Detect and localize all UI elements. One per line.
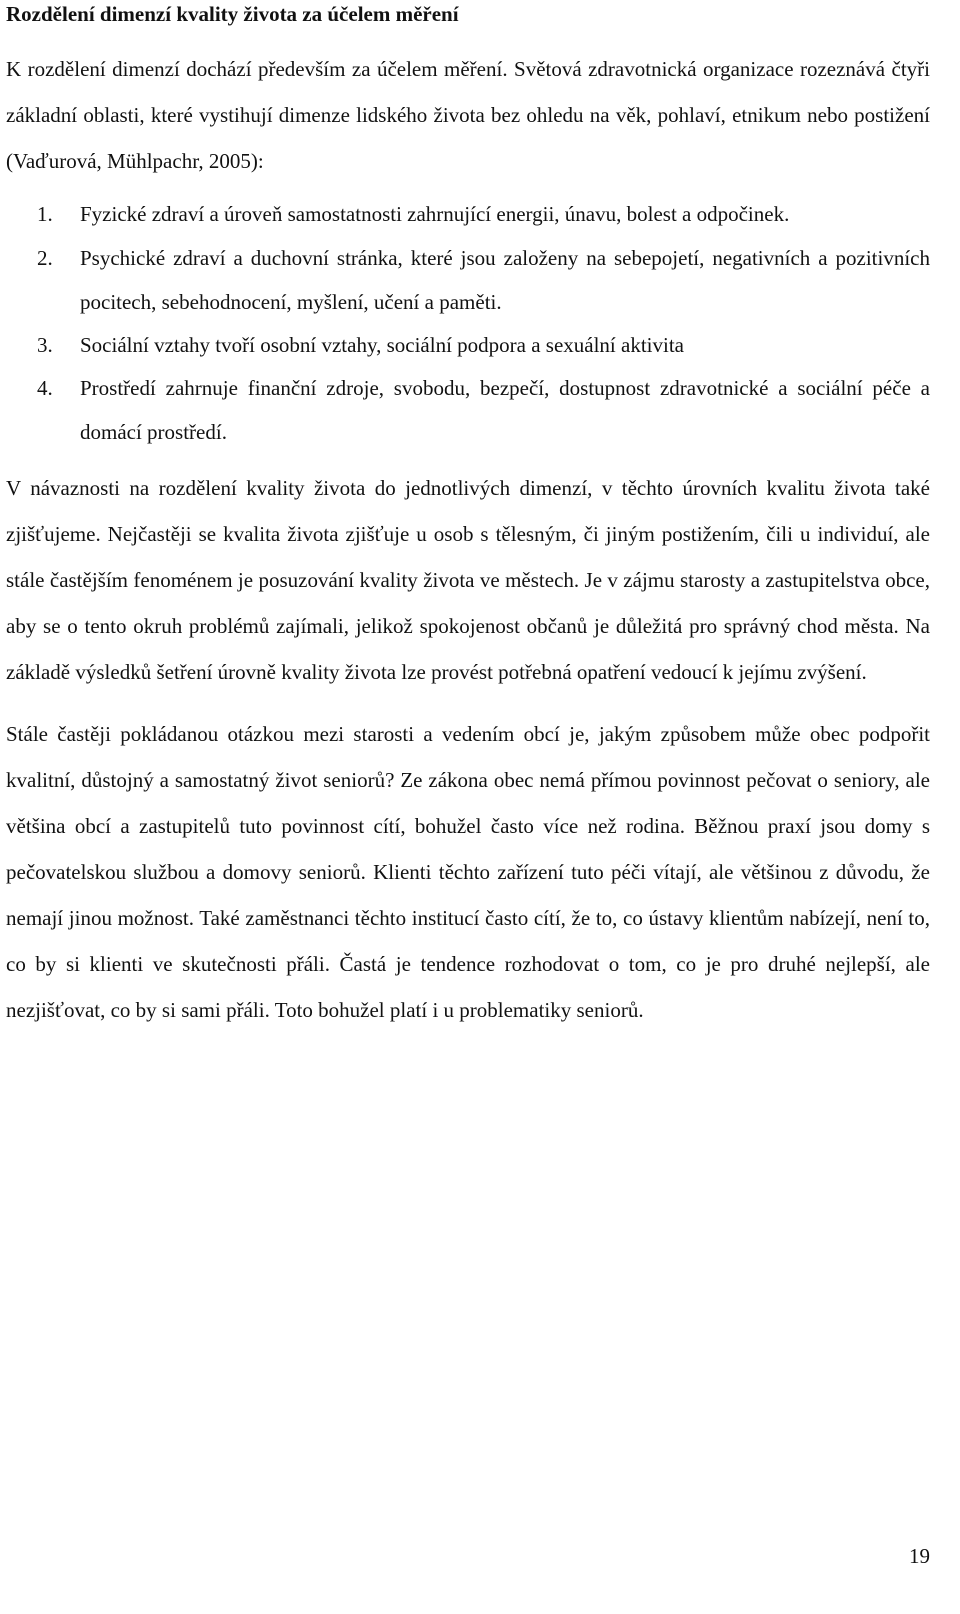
list-item [6, 236, 930, 324]
list-item-text: Sociální vztahy tvoří osobní vztahy, sociální podpora a sexuální aktivita [80, 333, 684, 357]
body-paragraph: Stále častěji pokládanou otázkou mezi starosti a vedením obcí je, jakým způsobem může obec podpořit kvalitní, důstojný a samostatný život seniorů? Ze zákona obec nemá přímou povinnost pečovat o seniory, ale většina obcí a zastupitelů tuto povinnost cítí, bohužel často více než rodina. Běžnou praxí jsou domy s pečovatelskou službou a domovy seniorů. Klienti těchto zařízení tuto péči vítají, ale většinou z důvodu, že nemají jinou možnost. Také zaměstnanci těchto institucí často cítí, že to, co ústavy klientům nabízejí, není to, co by si klienti ve skutečnosti přáli. Častá je tendence rozhodovat o tom, co je pro druhé nejlepší, ale nezjišťovat, co by si sami přáli. Toto bohužel platí i u problematiky seniorů. [6, 722, 930, 1022]
list-item [6, 366, 930, 454]
list-item-number: 2. [37, 246, 53, 270]
list-item-text: Psychické zdraví a duchovní stránka, které jsou založeny na sebepojetí, negativních a pozitivních pocitech, sebehodnocení, myšlení, učení a paměti. [80, 246, 930, 314]
list-item [6, 324, 930, 366]
body-paragraph: V návaznosti na rozdělení kvality života do jednotlivých dimenzí, v těchto úrovních kvalitu života také zjišťujeme. Nejčastěji se kvalita života zjišťuje u osob s tělesným, či jiným postižením, čili u individuí, ale stále častějším fenoménem je posuzování kvality života ve městech. Je v zájmu starosty a zastupitelstva obce, aby se o tento okruh problémů zajímali, jelikož spokojenost občanů je důležitá pro správný chod města. Na základě výsledků šetření úrovně kvality života lze provést potřebná opatření vedoucí k jejímu zvýšení. [6, 476, 930, 684]
list-item-number: 4. [37, 376, 53, 400]
page-number: 19 [909, 1544, 930, 1568]
list-item [6, 192, 930, 236]
section-heading: Rozdělení dimenzí kvality života za účelem měření [6, 2, 459, 26]
dimensions-list [6, 192, 930, 454]
list-item-text: Prostředí zahrnuje finanční zdroje, svobodu, bezpečí, dostupnost zdravotnické a sociální péče a domácí prostředí. [80, 376, 930, 444]
intro-paragraph: K rozdělení dimenzí dochází především za účelem měření. Světová zdravotnická organizace rozeznává čtyři základní oblasti, které vystihují dimenze lidského života bez ohledu na věk, pohlaví, etnikum nebo postižení (Vaďurová, Mühlpachr, 2005): [6, 57, 930, 173]
list-item-number: 3. [37, 333, 53, 357]
list-item-text: Fyzické zdraví a úroveň samostatnosti zahrnující energii, únavu, bolest a odpočinek. [80, 202, 790, 226]
document-page [6, 0, 930, 1033]
list-item-number: 1. [37, 202, 53, 226]
